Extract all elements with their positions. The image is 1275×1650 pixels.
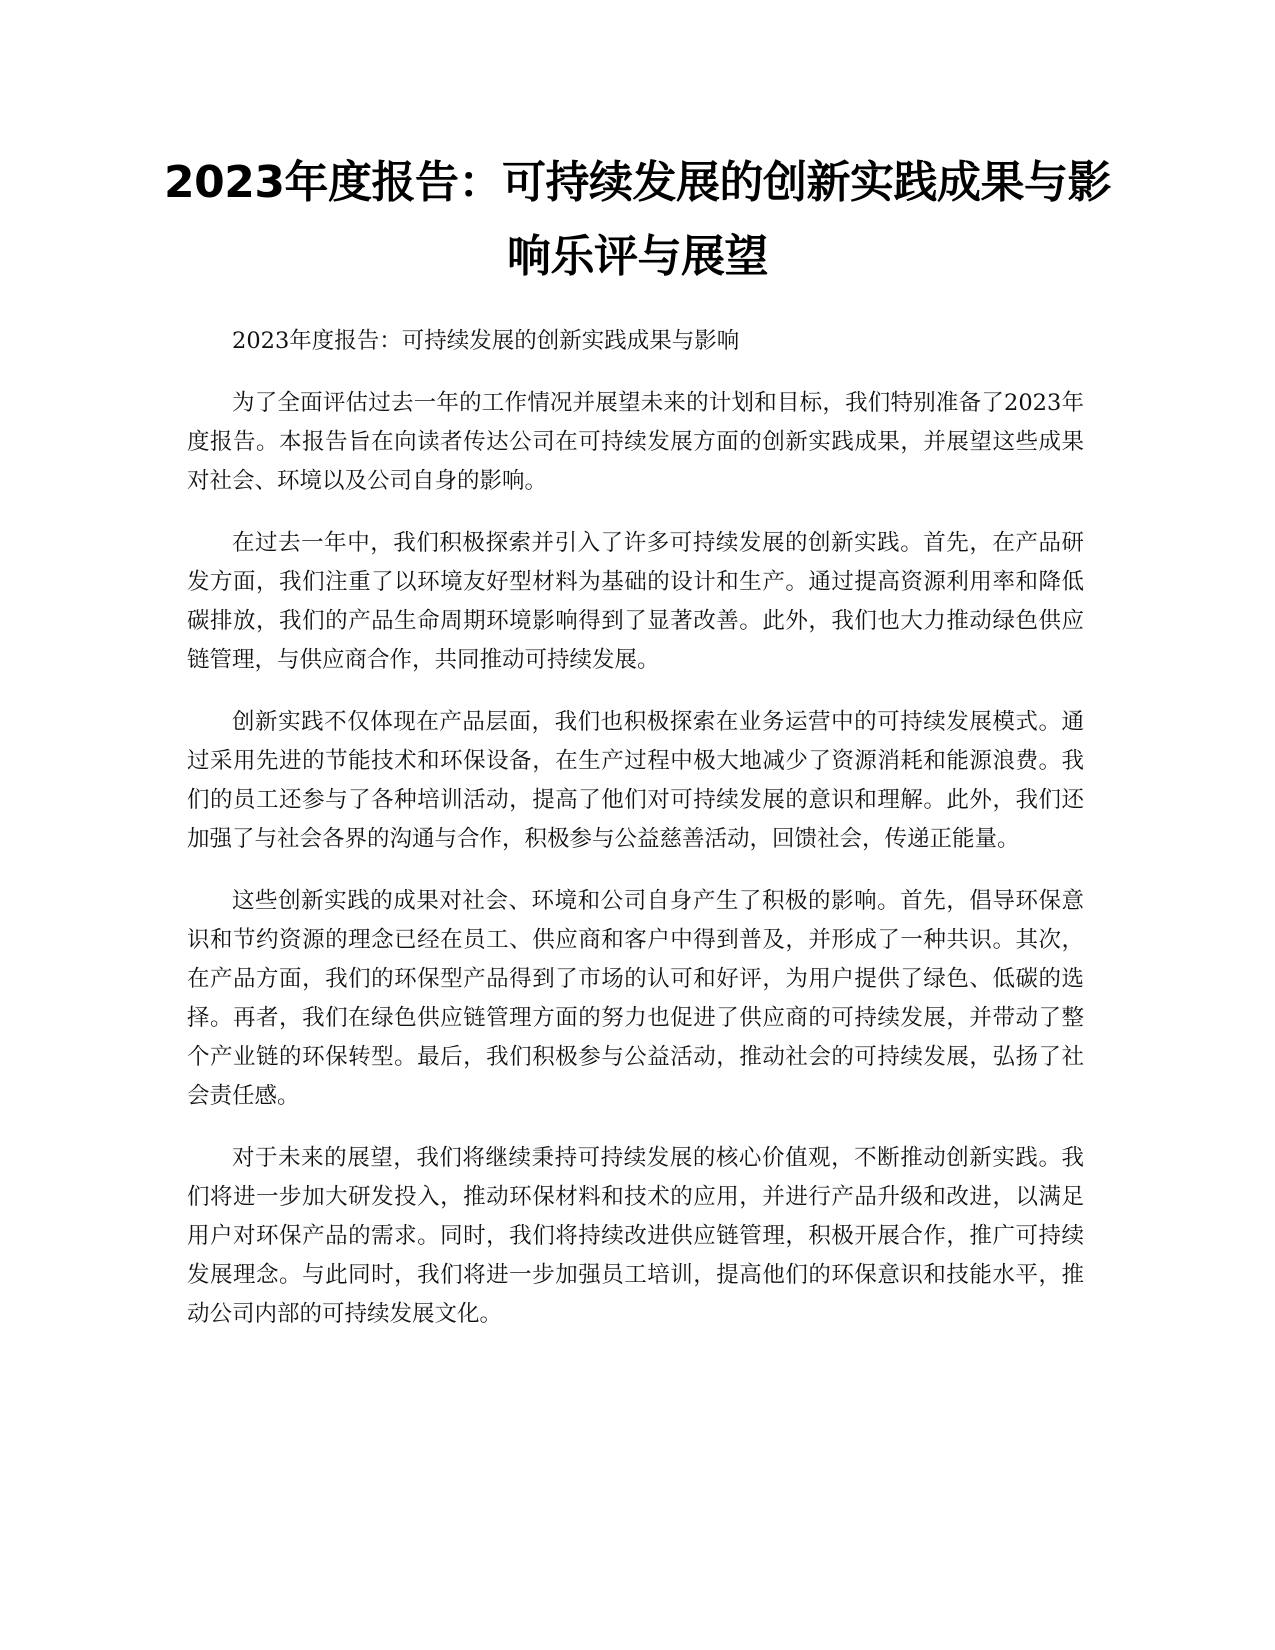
document-body: [187, 322, 1084, 1357]
paragraph-outlook: 对于未来的展望，我们将继续秉持可持续发展的核心价值观，不断推动创新实践。我们将进一步加大研发投入，推动环保材料和技术的应用，并进行产品升级和改进，以满足用户对环保产品的需求。同时，我们将持续改进供应链管理，积极开展合作，推广可持续发展理念。与此同时，我们将进一步加强员工培训，提高他们的环保意识和技能水平，推动公司内部的可持续发展文化。: [187, 1145, 1084, 1327]
paragraph-practices: 在过去一年中，我们积极探索并引入了许多可持续发展的创新实践。首先，在产品研发方面，我们注重了以环境友好型材料为基础的设计和生产。通过提高资源利用率和降低碳排放，我们的产品生命周期环境影响得到了显著改善。此外，我们也大力推动绿色供应链管理，与供应商合作，共同推动可持续发展。: [187, 530, 1084, 673]
paragraph-impact: 这些创新实践的成果对社会、环境和公司自身产生了积极的影响。首先，倡导环保意识和节约资源的理念已经在员工、供应商和客户中得到普及，并形成了一种共识。其次，在产品方面，我们的环保型产品得到了市场的认可和好评，为用户提供了绿色、低碳的选择。再者，我们在绿色供应链管理方面的努力也促进了供应商的可持续发展，并带动了整个产业链的环保转型。最后，我们积极参与公益活动，推动社会的可持续发展，弘扬了社会责任感。: [187, 888, 1084, 1109]
paragraph-intro: 为了全面评估过去一年的工作情况并展望未来的计划和目标，我们特别准备了2023年度报告。本报告旨在向读者传达公司在可持续发展方面的创新实践成果，并展望这些成果对社会、环境以及公司自身的影响。: [187, 390, 1084, 494]
document-subtitle: 2023年度报告：可持续发展的创新实践成果与影响: [232, 328, 740, 354]
document-title: 2023年度报告：可持续发展的创新实践成果与影响乐评与展望: [164, 157, 1111, 282]
paragraph-operations: 创新实践不仅体现在产品层面，我们也积极探索在业务运营中的可持续发展模式。通过采用先进的节能技术和环保设备，在生产过程中极大地减少了资源消耗和能源浪费。我们的员工还参与了各种培训活动，提高了他们对可持续发展的意识和理解。此外，我们还加强了与社会各界的沟通与合作，积极参与公益慈善活动，回馈社会，传递正能量。: [187, 709, 1084, 852]
